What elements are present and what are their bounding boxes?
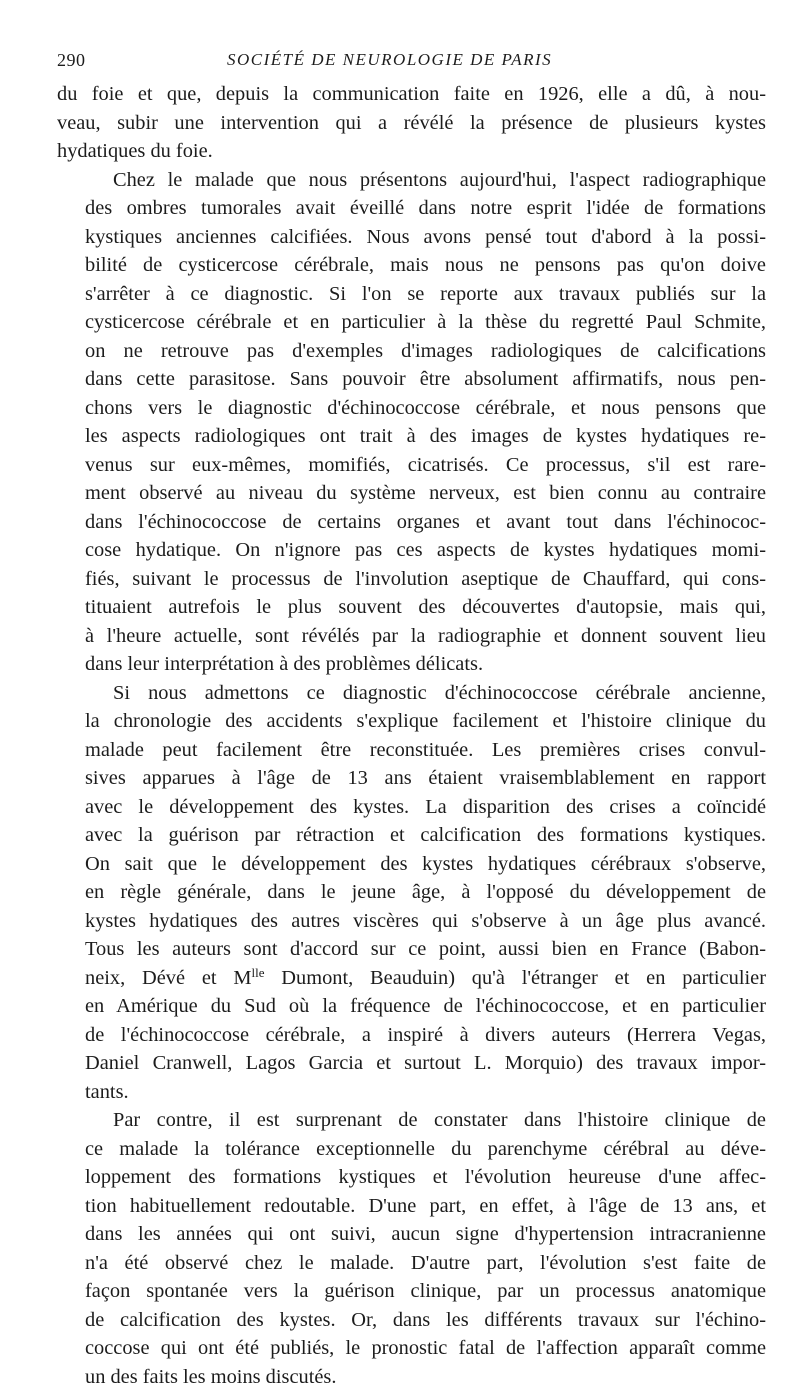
text-line: Daniel Cranwell, Lagos Garcia et surtout L. Morquio) des travaux impor- [57,1049,766,1078]
text-line: dans les années qui ont suivi, aucun signe d'hypertension intracranienne [57,1220,766,1249]
paragraph [57,80,766,166]
text-line: ce malade la tolérance exceptionnelle du parenchyme cérébral au déve- [57,1135,766,1164]
text-line: fiés, suivant le processus de l'involution aseptique de Chauffard, qui cons- [57,565,766,594]
text-segment: neix, Dévé et M [85,967,252,989]
text-line: loppement des formations kystiques et l'évolution heureuse d'une affec- [57,1163,766,1192]
text-line: dans leur interprétation à des problèmes délicats. [57,650,766,679]
text-line: avec le développement des kystes. La disparition des crises a coïncidé [57,793,766,822]
text-line: veau, subir une intervention qui a révélé la présence de plusieurs kystes [57,109,766,138]
paragraph [57,1106,766,1391]
paragraph [57,679,766,1107]
text-line: on ne retrouve pas d'exemples d'images radiologiques de calcifications [57,337,766,366]
text-line: la chronologie des accidents s'explique facilement et l'histoire clinique du [57,707,766,736]
text-line: cose hydatique. On n'ignore pas ces aspects de kystes hydatiques momi- [57,536,766,565]
text-line: cysticercose cérébrale et en particulier à la thèse du regretté Paul Schmite, [57,308,766,337]
text-line: de calcification des kystes. Or, dans les différents travaux sur l'échino- [57,1306,766,1335]
text-line: en Amérique du Sud où la fréquence de l'échinococcose, et en particulier [57,992,766,1021]
text-line: à l'heure actuelle, sont révélés par la radiographie et donnent souvent lieu [57,622,766,651]
text-line: Si nous admettons ce diagnostic d'échinococcose cérébrale ancienne, [85,679,766,708]
text-line: sives apparues à l'âge de 13 ans étaient vraisemblablement en rapport [57,764,766,793]
text-segment: Dumont, Beauduin) qu'à l'étranger et en particulier [265,967,767,989]
page-header [57,48,766,72]
text-line: en règle générale, dans le jeune âge, à l'opposé du développement de [57,878,766,907]
text-line: malade peut facilement être reconstituée. Les premières crises convul- [57,736,766,765]
text-line: s'arrêter à ce diagnostic. Si l'on se reporte aux travaux publiés sur la [57,280,766,309]
paragraph [57,166,766,679]
text-line: On sait que le développement des kystes hydatiques cérébraux s'observe, [57,850,766,879]
running-head: SOCIÉTÉ DE NEUROLOGIE DE PARIS [227,50,552,70]
text-line [57,964,766,993]
text-line: Par contre, il est surprenant de constater dans l'histoire clinique de [85,1106,766,1135]
text-line: bilité de cysticercose cérébrale, mais nous ne pensons pas qu'on doive [57,251,766,280]
text-line: des ombres tumorales avait éveillé dans notre esprit l'idée de formations [57,194,766,223]
superscript: lle [252,965,265,980]
text-line: Chez le malade que nous présentons aujourd'hui, l'aspect radiographique [85,166,766,195]
text-line: hydatiques du foie. [57,137,766,166]
text-line: kystiques anciennes calcifiées. Nous avons pensé tout d'abord à la possi- [57,223,766,252]
page-number: 290 [57,50,86,71]
text-line: ment observé au niveau du système nerveux, est bien connu au contraire [57,479,766,508]
text-line: dans l'échinococcose de certains organes et avant tout dans l'échinococ- [57,508,766,537]
text-line: façon spontanée vers la guérison clinique, par un processus anatomique [57,1277,766,1306]
text-line: tituaient autrefois le plus souvent des découvertes d'autopsie, mais qui, [57,593,766,622]
text-line: Tous les auteurs sont d'accord sur ce point, aussi bien en France (Babon- [57,935,766,964]
text-line: les aspects radiologiques ont trait à des images de kystes hydatiques re- [57,422,766,451]
text-line: dans cette parasitose. Sans pouvoir être absolument affirmatifs, nous pen- [57,365,766,394]
text-line: kystes hydatiques des autres viscères qui s'observe à un âge plus avancé. [57,907,766,936]
text-line: venus sur eux-mêmes, momifiés, cicatrisés. Ce processus, s'il est rare- [57,451,766,480]
text-line: tion habituellement redoutable. D'une part, en effet, à l'âge de 13 ans, et [57,1192,766,1221]
text-line: n'a été observé chez le malade. D'autre part, l'évolution s'est faite de [57,1249,766,1278]
body-text [57,80,766,1391]
text-line: chons vers le diagnostic d'échinococcose cérébrale, et nous pensons que [57,394,766,423]
text-line: coccose qui ont été publiés, le pronostic fatal de l'affection apparaît comme [57,1334,766,1363]
text-line: de l'échinococcose cérébrale, a inspiré à divers auteurs (Herrera Vegas, [57,1021,766,1050]
text-line: du foie et que, depuis la communication faite en 1926, elle a dû, à nou- [57,80,766,109]
text-line: avec la guérison par rétraction et calcification des formations kystiques. [57,821,766,850]
text-line: un des faits les moins discutés. [57,1363,766,1391]
text-line: tants. [57,1078,766,1107]
